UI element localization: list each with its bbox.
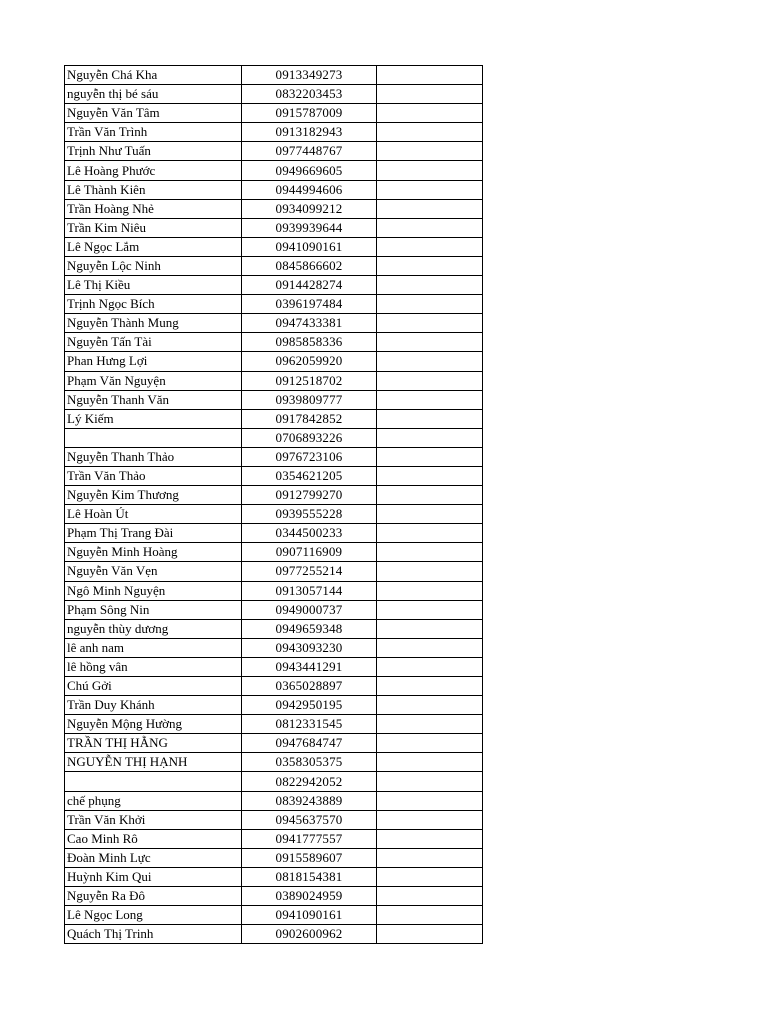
table-row bbox=[65, 638, 483, 657]
empty-cell[interactable] bbox=[377, 352, 483, 371]
contact-phone-cell[interactable]: 0706893226 bbox=[242, 428, 377, 447]
contact-name-cell[interactable]: Nguyễn Lộc Ninh bbox=[65, 256, 242, 275]
contact-phone-cell[interactable]: 0354621205 bbox=[242, 466, 377, 485]
table-row bbox=[65, 753, 483, 772]
contact-table-body bbox=[65, 66, 483, 944]
table-row bbox=[65, 104, 483, 123]
contact-name-cell[interactable]: Đoàn Minh Lực bbox=[65, 848, 242, 867]
contact-phone-cell[interactable]: 0942950195 bbox=[242, 696, 377, 715]
table-row bbox=[65, 887, 483, 906]
contact-name-cell[interactable]: Lê Ngọc Long bbox=[65, 906, 242, 925]
contact-phone-cell[interactable]: 0902600962 bbox=[242, 925, 377, 944]
table-row bbox=[65, 295, 483, 314]
contact-phone-cell[interactable]: 0812331545 bbox=[242, 715, 377, 734]
empty-cell[interactable] bbox=[377, 600, 483, 619]
empty-cell[interactable] bbox=[377, 199, 483, 218]
contact-phone-cell[interactable]: 0941090161 bbox=[242, 906, 377, 925]
contact-name-cell[interactable]: Trần Văn Trình bbox=[65, 123, 242, 142]
contact-name-cell[interactable] bbox=[65, 772, 242, 791]
contact-phone-cell[interactable]: 0939939644 bbox=[242, 218, 377, 237]
contact-name-cell[interactable]: Phạm Thị Trang Đài bbox=[65, 524, 242, 543]
table-row bbox=[65, 466, 483, 485]
contact-phone-cell[interactable]: 0907116909 bbox=[242, 543, 377, 562]
table-row bbox=[65, 333, 483, 352]
table-row bbox=[65, 161, 483, 180]
table-row bbox=[65, 409, 483, 428]
contact-name-cell[interactable]: Lê Ngọc Lắm bbox=[65, 237, 242, 256]
contact-name-cell[interactable]: Phạm Văn Nguyện bbox=[65, 371, 242, 390]
table-row bbox=[65, 715, 483, 734]
contact-phone-cell[interactable]: 0977448767 bbox=[242, 142, 377, 161]
contact-name-cell[interactable]: Trần Văn Thảo bbox=[65, 466, 242, 485]
contact-phone-cell[interactable]: 0977255214 bbox=[242, 562, 377, 581]
table-row bbox=[65, 428, 483, 447]
table-row bbox=[65, 180, 483, 199]
empty-cell[interactable] bbox=[377, 753, 483, 772]
contact-phone-cell[interactable]: 0944994606 bbox=[242, 180, 377, 199]
table-row bbox=[65, 85, 483, 104]
empty-cell[interactable] bbox=[377, 466, 483, 485]
contact-name-cell[interactable]: Phạm Sông Nin bbox=[65, 600, 242, 619]
contact-phone-cell[interactable]: 0915589607 bbox=[242, 848, 377, 867]
contact-name-cell[interactable]: Nguyễn Kim Thương bbox=[65, 486, 242, 505]
contact-name-cell[interactable]: chế phụng bbox=[65, 791, 242, 810]
contact-phone-cell[interactable]: 0839243889 bbox=[242, 791, 377, 810]
table-row bbox=[65, 791, 483, 810]
contact-phone-cell[interactable]: 0962059920 bbox=[242, 352, 377, 371]
contact-name-cell[interactable]: Nguyễn Thanh Văn bbox=[65, 390, 242, 409]
contact-name-cell[interactable]: Nguyễn Ra Đô bbox=[65, 887, 242, 906]
empty-cell[interactable] bbox=[377, 142, 483, 161]
contact-name-cell[interactable]: Trần Duy Khánh bbox=[65, 696, 242, 715]
contact-phone-cell[interactable]: 0939809777 bbox=[242, 390, 377, 409]
contact-name-cell[interactable]: Lê Hoàng Phước bbox=[65, 161, 242, 180]
table-row bbox=[65, 829, 483, 848]
empty-cell[interactable] bbox=[377, 638, 483, 657]
contact-name-cell[interactable]: Trịnh Ngọc Bích bbox=[65, 295, 242, 314]
contact-name-cell[interactable]: Nguyễn Mộng Hường bbox=[65, 715, 242, 734]
table-row bbox=[65, 677, 483, 696]
empty-cell[interactable] bbox=[377, 333, 483, 352]
empty-cell[interactable] bbox=[377, 218, 483, 237]
contact-phone-cell[interactable]: 0949659348 bbox=[242, 619, 377, 638]
contact-name-cell[interactable]: nguyễn thùy dương bbox=[65, 619, 242, 638]
table-row bbox=[65, 486, 483, 505]
table-row bbox=[65, 772, 483, 791]
table-row bbox=[65, 600, 483, 619]
contact-phone-cell[interactable]: 0976723106 bbox=[242, 447, 377, 466]
empty-cell[interactable] bbox=[377, 829, 483, 848]
table-row bbox=[65, 505, 483, 524]
contact-name-cell[interactable]: Trần Hoàng Nhẻ bbox=[65, 199, 242, 218]
empty-cell[interactable] bbox=[377, 848, 483, 867]
empty-cell[interactable] bbox=[377, 486, 483, 505]
table-row bbox=[65, 925, 483, 944]
empty-cell[interactable] bbox=[377, 256, 483, 275]
table-row bbox=[65, 734, 483, 753]
contact-name-cell[interactable]: Lê Hoàn Út bbox=[65, 505, 242, 524]
contact-phone-cell[interactable]: 0939555228 bbox=[242, 505, 377, 524]
contact-name-cell[interactable]: Lê Thị Kiều bbox=[65, 276, 242, 295]
contact-phone-cell[interactable]: 0947684747 bbox=[242, 734, 377, 753]
contact-name-cell[interactable]: Quách Thị Trinh bbox=[65, 925, 242, 944]
empty-cell[interactable] bbox=[377, 810, 483, 829]
empty-cell[interactable] bbox=[377, 791, 483, 810]
empty-cell[interactable] bbox=[377, 104, 483, 123]
contact-phone-cell[interactable]: 0934099212 bbox=[242, 199, 377, 218]
contact-name-cell[interactable]: Phan Hưng Lợi bbox=[65, 352, 242, 371]
empty-cell[interactable] bbox=[377, 295, 483, 314]
contact-phone-cell[interactable]: 0915787009 bbox=[242, 104, 377, 123]
empty-cell[interactable] bbox=[377, 314, 483, 333]
empty-cell[interactable] bbox=[377, 677, 483, 696]
contact-phone-cell[interactable]: 0985858336 bbox=[242, 333, 377, 352]
contact-name-cell[interactable]: TRẦN THỊ HẰNG bbox=[65, 734, 242, 753]
contact-phone-cell[interactable]: 0389024959 bbox=[242, 887, 377, 906]
contact-phone-cell[interactable]: 0914428274 bbox=[242, 276, 377, 295]
table-row bbox=[65, 142, 483, 161]
table-row bbox=[65, 810, 483, 829]
empty-cell[interactable] bbox=[377, 543, 483, 562]
table-row bbox=[65, 524, 483, 543]
empty-cell[interactable] bbox=[377, 276, 483, 295]
contact-phone-cell[interactable]: 0818154381 bbox=[242, 867, 377, 886]
table-row bbox=[65, 371, 483, 390]
empty-cell[interactable] bbox=[377, 505, 483, 524]
contact-phone-cell[interactable]: 0913057144 bbox=[242, 581, 377, 600]
contact-phone-cell[interactable]: 0941090161 bbox=[242, 237, 377, 256]
table-row bbox=[65, 906, 483, 925]
table-row bbox=[65, 218, 483, 237]
table-row bbox=[65, 276, 483, 295]
empty-cell[interactable] bbox=[377, 925, 483, 944]
table-row bbox=[65, 199, 483, 218]
contact-name-cell[interactable]: NGUYỄN THỊ HẠNH bbox=[65, 753, 242, 772]
empty-cell[interactable] bbox=[377, 447, 483, 466]
empty-cell[interactable] bbox=[377, 524, 483, 543]
table-row bbox=[65, 66, 483, 85]
table-row bbox=[65, 581, 483, 600]
table-row bbox=[65, 848, 483, 867]
contact-phone-cell[interactable]: 0949000737 bbox=[242, 600, 377, 619]
empty-cell[interactable] bbox=[377, 657, 483, 676]
contact-name-cell[interactable]: Nguyễn Thành Mung bbox=[65, 314, 242, 333]
empty-cell[interactable] bbox=[377, 161, 483, 180]
contact-name-cell[interactable]: lê hồng vân bbox=[65, 657, 242, 676]
table-row bbox=[65, 352, 483, 371]
contact-name-cell[interactable]: Lê Thành Kiên bbox=[65, 180, 242, 199]
contact-phone-cell[interactable]: 0912518702 bbox=[242, 371, 377, 390]
contact-phone-cell[interactable]: 0913182943 bbox=[242, 123, 377, 142]
contact-phone-cell[interactable]: 0358305375 bbox=[242, 753, 377, 772]
contact-table bbox=[64, 65, 483, 944]
table-row bbox=[65, 447, 483, 466]
contact-name-cell[interactable]: Nguyễn Văn Vẹn bbox=[65, 562, 242, 581]
contact-name-cell[interactable]: Huỳnh Kim Qui bbox=[65, 867, 242, 886]
empty-cell[interactable] bbox=[377, 409, 483, 428]
contact-name-cell[interactable]: Nguyễn Tấn Tài bbox=[65, 333, 242, 352]
empty-cell[interactable] bbox=[377, 85, 483, 104]
contact-phone-cell[interactable]: 0822942052 bbox=[242, 772, 377, 791]
contact-phone-cell[interactable]: 0917842852 bbox=[242, 409, 377, 428]
table-row bbox=[65, 657, 483, 676]
empty-cell[interactable] bbox=[377, 180, 483, 199]
table-row bbox=[65, 390, 483, 409]
empty-cell[interactable] bbox=[377, 371, 483, 390]
contact-name-cell[interactable]: Trần Văn Khởi bbox=[65, 810, 242, 829]
contact-phone-cell[interactable]: 0943093230 bbox=[242, 638, 377, 657]
contact-name-cell[interactable]: Cao Minh Rô bbox=[65, 829, 242, 848]
contact-phone-cell[interactable]: 0949669605 bbox=[242, 161, 377, 180]
contact-name-cell[interactable] bbox=[65, 428, 242, 447]
contact-phone-cell[interactable]: 0913349273 bbox=[242, 66, 377, 85]
empty-cell[interactable] bbox=[377, 562, 483, 581]
contact-name-cell[interactable]: Ngô Minh Nguyện bbox=[65, 581, 242, 600]
contact-name-cell[interactable]: Chú Gởi bbox=[65, 677, 242, 696]
empty-cell[interactable] bbox=[377, 123, 483, 142]
table-row bbox=[65, 867, 483, 886]
empty-cell[interactable] bbox=[377, 772, 483, 791]
empty-cell[interactable] bbox=[377, 906, 483, 925]
contact-phone-cell[interactable]: 0845866602 bbox=[242, 256, 377, 275]
table-row bbox=[65, 314, 483, 333]
contact-name-cell[interactable]: Nguyễn Văn Tâm bbox=[65, 104, 242, 123]
contact-phone-cell[interactable]: 0832203453 bbox=[242, 85, 377, 104]
contact-name-cell[interactable]: Trịnh Như Tuấn bbox=[65, 142, 242, 161]
contact-name-cell[interactable]: Nguyễn Chá Kha bbox=[65, 66, 242, 85]
table-row bbox=[65, 543, 483, 562]
empty-cell[interactable] bbox=[377, 887, 483, 906]
contact-phone-cell[interactable]: 0912799270 bbox=[242, 486, 377, 505]
empty-cell[interactable] bbox=[377, 696, 483, 715]
contact-name-cell[interactable]: Nguyễn Minh Hoàng bbox=[65, 543, 242, 562]
table-row bbox=[65, 123, 483, 142]
contact-phone-cell[interactable]: 0945637570 bbox=[242, 810, 377, 829]
contact-phone-cell[interactable]: 0365028897 bbox=[242, 677, 377, 696]
contact-phone-cell[interactable]: 0947433381 bbox=[242, 314, 377, 333]
empty-cell[interactable] bbox=[377, 390, 483, 409]
contact-phone-cell[interactable]: 0344500233 bbox=[242, 524, 377, 543]
contact-name-cell[interactable]: nguyễn thị bé sáu bbox=[65, 85, 242, 104]
empty-cell[interactable] bbox=[377, 581, 483, 600]
contact-phone-cell[interactable]: 0396197484 bbox=[242, 295, 377, 314]
table-row bbox=[65, 619, 483, 638]
table-row bbox=[65, 256, 483, 275]
contact-phone-cell[interactable]: 0943441291 bbox=[242, 657, 377, 676]
empty-cell[interactable] bbox=[377, 66, 483, 85]
contact-name-cell[interactable]: Trần Kim Niêu bbox=[65, 218, 242, 237]
empty-cell[interactable] bbox=[377, 428, 483, 447]
empty-cell[interactable] bbox=[377, 715, 483, 734]
contact-name-cell[interactable]: Lý Kiếm bbox=[65, 409, 242, 428]
table-row bbox=[65, 696, 483, 715]
empty-cell[interactable] bbox=[377, 237, 483, 256]
table-row bbox=[65, 562, 483, 581]
empty-cell[interactable] bbox=[377, 734, 483, 753]
empty-cell[interactable] bbox=[377, 867, 483, 886]
contact-phone-cell[interactable]: 0941777557 bbox=[242, 829, 377, 848]
empty-cell[interactable] bbox=[377, 619, 483, 638]
contact-name-cell[interactable]: lê anh nam bbox=[65, 638, 242, 657]
contact-name-cell[interactable]: Nguyễn Thanh Thảo bbox=[65, 447, 242, 466]
table-row bbox=[65, 237, 483, 256]
